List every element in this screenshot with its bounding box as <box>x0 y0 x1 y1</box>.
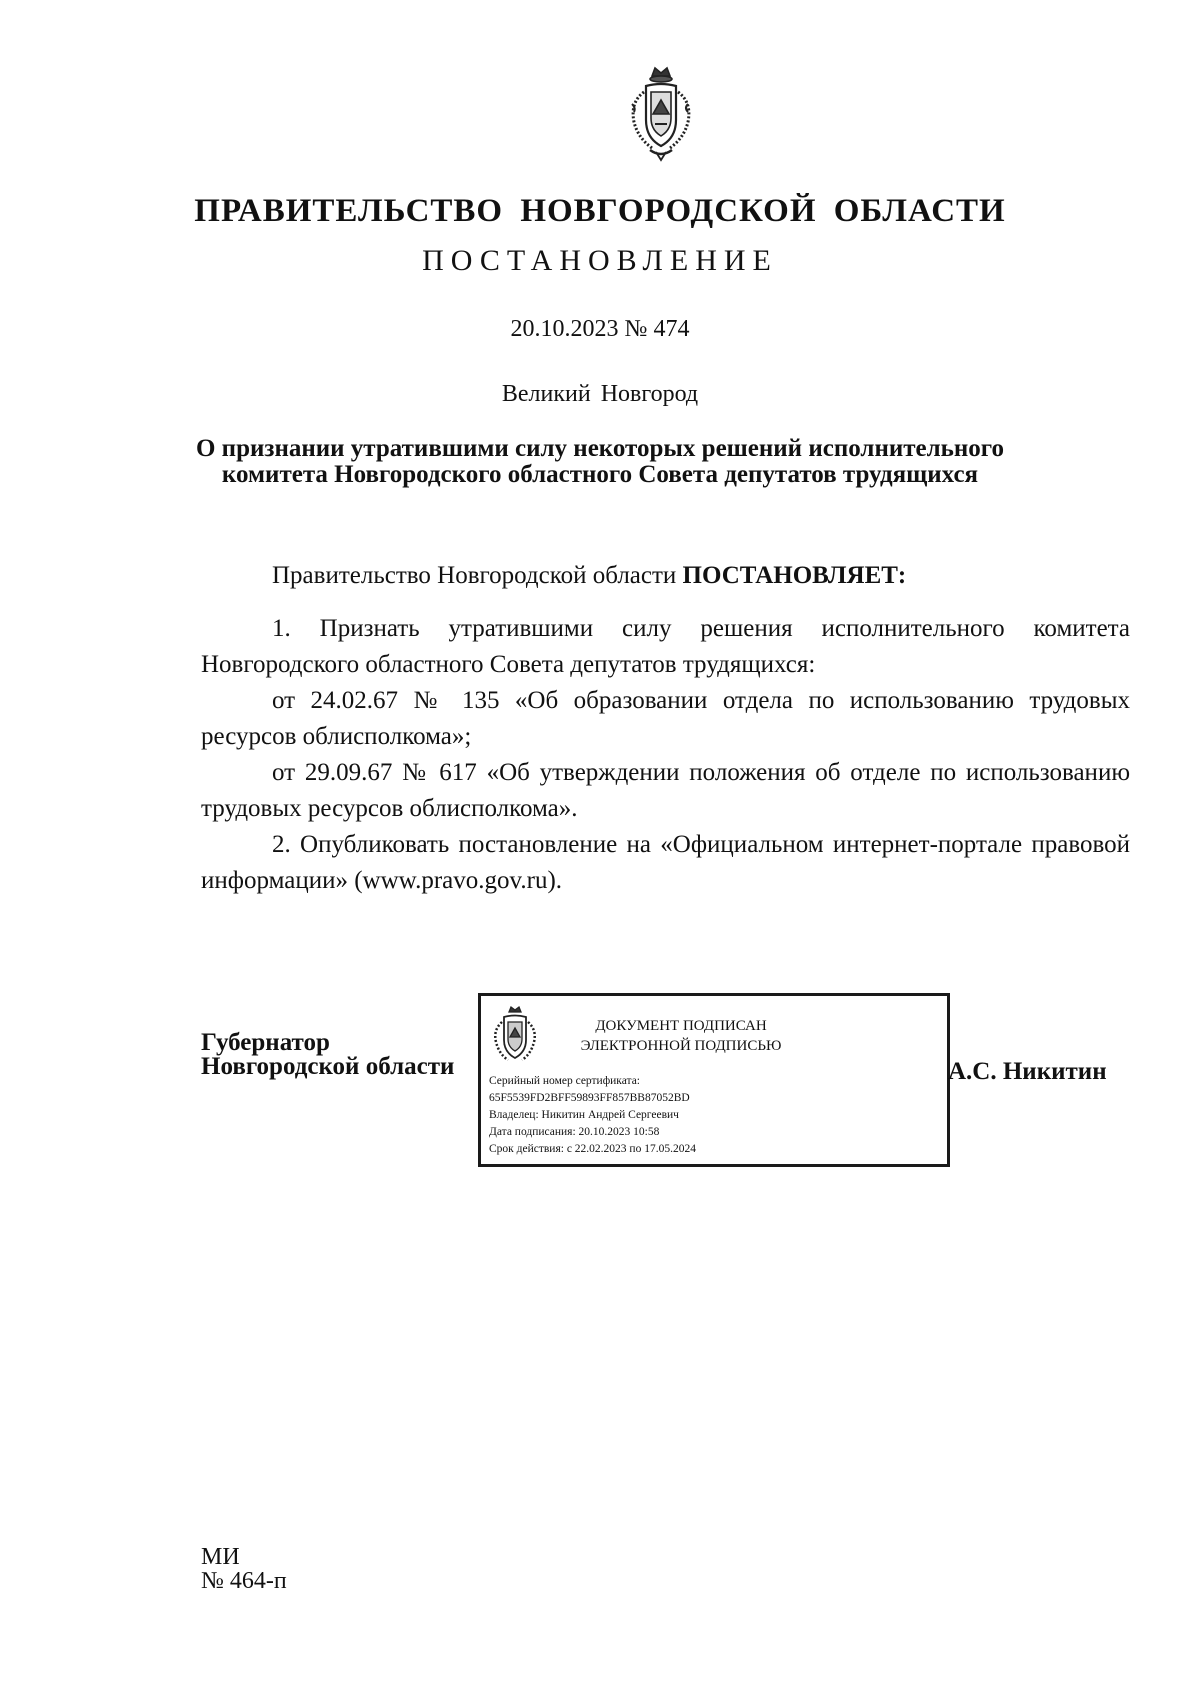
resolution-body <box>201 611 1130 899</box>
subject-line-2: комитета Новгородского областного Совета депутатов трудящихся <box>221 461 979 488</box>
resolution-intro <box>201 558 1130 594</box>
position-line-1: Губернатор <box>201 1029 330 1056</box>
paragraph-2: от 24.02.67 № 135 «Об образовании отдела по использованию трудовых ресурсов облисполкома»; <box>201 687 1130 750</box>
registration-number: № 464-п <box>201 1568 287 1594</box>
document-type: ПОСТАНОВЛЕНИЕ <box>422 244 778 277</box>
intro-text: Правительство Новгородской области <box>272 562 683 589</box>
document-place: Великий Новгород <box>501 381 699 407</box>
registration-footer <box>201 1545 287 1593</box>
stamp-owner: Владелец: Никитин Андрей Сергеевич <box>489 1109 679 1121</box>
organization-title: ПРАВИТЕЛЬСТВО НОВГОРОДСКОЙ ОБЛАСТИ <box>194 193 1006 229</box>
executor-initials: МИ <box>201 1544 240 1570</box>
signatory-position <box>201 1031 454 1079</box>
paragraph-1: 1. Признать утратившими силу решения исполнительного комитета Новгородского областного Совета депутатов трудящихся: <box>201 615 1130 678</box>
signatory-name: А.С. Никитин <box>948 1058 1107 1085</box>
stamp-emblem <box>489 1004 541 1066</box>
stamp-title-line-1: ДОКУМЕНТ ПОДПИСАН <box>595 1018 767 1034</box>
document-subject <box>0 436 1200 488</box>
position-line-2: Новгородской области <box>201 1053 455 1080</box>
electronic-signature-stamp <box>478 993 950 1167</box>
stamp-validity: Срок действия: с 22.02.2023 по 17.05.2024 <box>489 1143 696 1155</box>
stamp-details <box>489 1073 696 1158</box>
stamp-serial-label: Серийный номер сертификата: <box>489 1075 640 1087</box>
paragraph-3: от 29.09.67 № 617 «Об утверждении положения об отделе по использованию трудовых ресурсов облисполкома». <box>201 759 1130 822</box>
coat-of-arms-emblem <box>622 62 700 162</box>
stamp-serial: 65F5539FD2BFF59893FF857BB87052BD <box>489 1092 690 1104</box>
subject-line-1: О признании утратившими силу некоторых решений исполнительного <box>195 435 1005 462</box>
document-date-number: 20.10.2023 № 474 <box>510 316 690 342</box>
stamp-title <box>561 1016 801 1056</box>
paragraph-4: 2. Опубликовать постановление на «Официальном интернет-портале правовой информации» (www.pravo.gov.ru). <box>201 831 1130 894</box>
stamp-signed-date: Дата подписания: 20.10.2023 10:58 <box>489 1126 660 1138</box>
stamp-title-line-2: ЭЛЕКТРОННОЙ ПОДПИСЬЮ <box>580 1038 782 1054</box>
intro-keyword: ПОСТАНОВЛЯЕТ: <box>682 562 907 589</box>
